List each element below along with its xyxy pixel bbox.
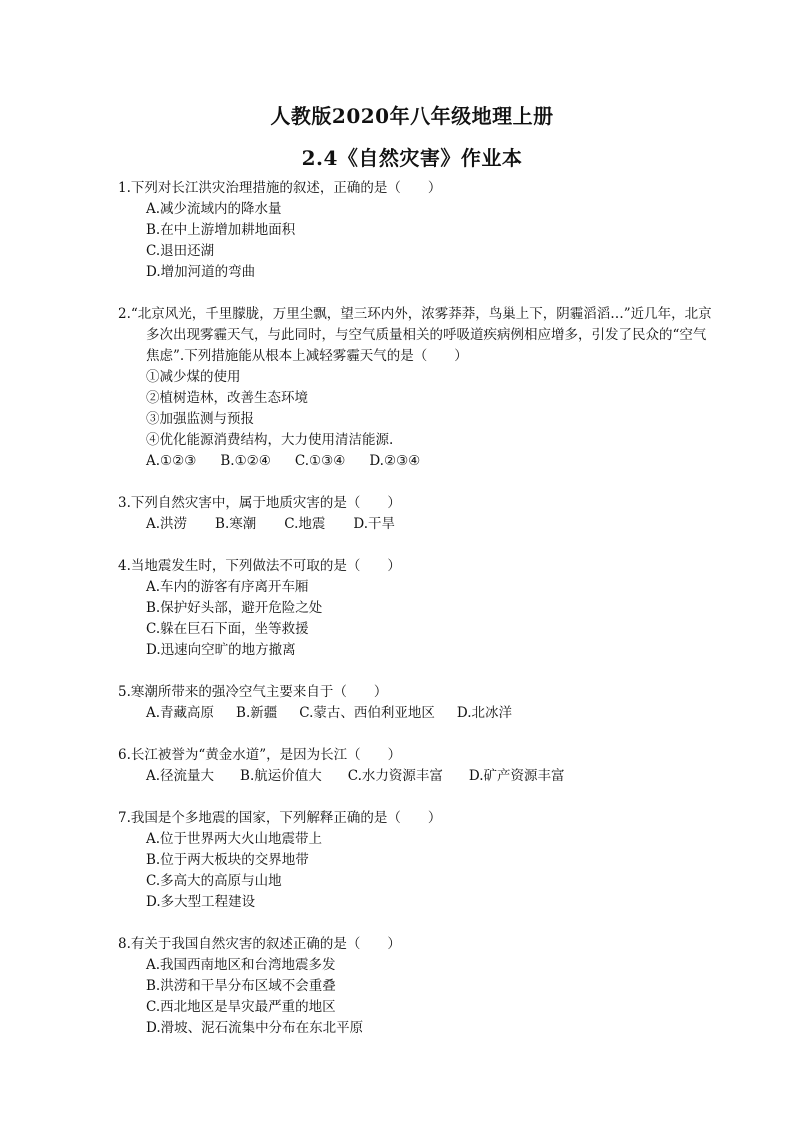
- option-b: B.寒潮: [215, 516, 257, 532]
- option-d: D.北冰洋: [456, 705, 513, 721]
- question-stem: 2.“北京风光，千里朦胧，万里尘飘，望三环内外，浓雾莽莽，鸟巢上下，阴霾滔滔…”近几年，北京多次出现雾霾天气，与此同时，与空气质量相关的呼吸道疾病例相应增多，引发了民众的“空气焦虑”.下列措施能从根本上减轻雾霾天气的是（ ）: [118, 306, 712, 364]
- question-list: [118, 178, 718, 1060]
- option-c: C.水力资源丰富: [347, 768, 443, 784]
- question-6: [118, 745, 718, 787]
- option-b: B.在中上游增加耕地面积: [146, 222, 296, 238]
- option-b: B.保护好头部，避开危险之处: [146, 600, 323, 616]
- option-c: C.躲在巨石下面，坐等救援: [146, 621, 309, 637]
- question-3: [118, 493, 718, 535]
- option-d: D.滑坡、泥石流集中分布在东北平原: [146, 1020, 364, 1036]
- question-1: [118, 178, 718, 283]
- option-a: A.洪涝: [146, 516, 188, 532]
- document-title: 人教版2020年八年级地理上册: [270, 104, 554, 128]
- statement-1: ①减少煤的使用: [146, 369, 241, 385]
- option-d: D.增加河道的弯曲: [146, 264, 256, 280]
- option-c: C.退田还湖: [146, 243, 215, 259]
- option-a: A.我国西南地区和台湾地震多发: [146, 957, 336, 973]
- statement-4: ④优化能源消费结构，大力使用清洁能源.: [146, 432, 394, 448]
- option-d: D.多大型工程建设: [146, 894, 256, 910]
- options-row: [118, 766, 718, 787]
- option-b: B.航运价值大: [240, 768, 322, 784]
- question-4: [118, 556, 718, 661]
- question-stem: 7.我国是个多地震的国家，下列解释正确的是（ ）: [118, 810, 442, 826]
- statement-3: ③加强监测与预报: [146, 411, 254, 427]
- option-a: A.位于世界两大火山地震带上: [146, 831, 323, 847]
- question-stem: 6.长江被誉为“黄金水道”，是因为长江（ ）: [118, 747, 402, 763]
- options-row: [118, 703, 718, 724]
- option-d: D.矿产资源丰富: [468, 768, 565, 784]
- question-stem: 5.寒潮所带来的强冷空气主要来自于（ ）: [118, 684, 388, 700]
- options-row: [118, 451, 718, 472]
- option-b: B.新疆: [236, 705, 278, 721]
- option-a: A.①②③: [146, 453, 197, 469]
- option-c: C.多高大的高原与山地: [146, 873, 282, 889]
- question-stem: 1.下列对长江洪灾治理措施的叙述，正确的是（ ）: [118, 180, 442, 196]
- document-subtitle: 2.4《自然灾害》作业本: [301, 146, 523, 170]
- option-a: A.车内的游客有序离开车厢: [146, 579, 309, 595]
- question-stem: 8.有关于我国自然灾害的叙述正确的是（ ）: [118, 936, 401, 952]
- statement-2: ②植树造林，改善生态环境: [146, 390, 308, 406]
- option-b: B.①②④: [220, 453, 271, 469]
- option-c: C.蒙古、西伯利亚地区: [299, 705, 435, 721]
- option-c: C.地震: [284, 516, 326, 532]
- option-b: B.洪涝和干旱分布区域不会重叠: [146, 978, 336, 994]
- question-stem: 4.当地震发生时，下列做法不可取的是（ ）: [118, 558, 401, 574]
- question-stem: 3.下列自然灾害中，属于地质灾害的是（ ）: [118, 495, 401, 511]
- question-7: [118, 808, 718, 913]
- option-a: A.减少流域内的降水量: [146, 201, 282, 217]
- question-8: [118, 934, 718, 1039]
- option-c: C.①③④: [294, 453, 346, 469]
- option-b: B.位于两大板块的交界地带: [146, 852, 309, 868]
- question-5: [118, 682, 718, 724]
- option-d: D.干旱: [353, 516, 396, 532]
- options-row: [118, 514, 718, 535]
- option-c: C.西北地区是旱灾最严重的地区: [146, 999, 336, 1015]
- question-2: [118, 304, 718, 472]
- option-a: A.青藏高原: [146, 705, 215, 721]
- option-d: D.②③④: [369, 453, 421, 469]
- option-d: D.迅速向空旷的地方撤离: [146, 642, 296, 658]
- option-a: A.径流量大: [146, 768, 215, 784]
